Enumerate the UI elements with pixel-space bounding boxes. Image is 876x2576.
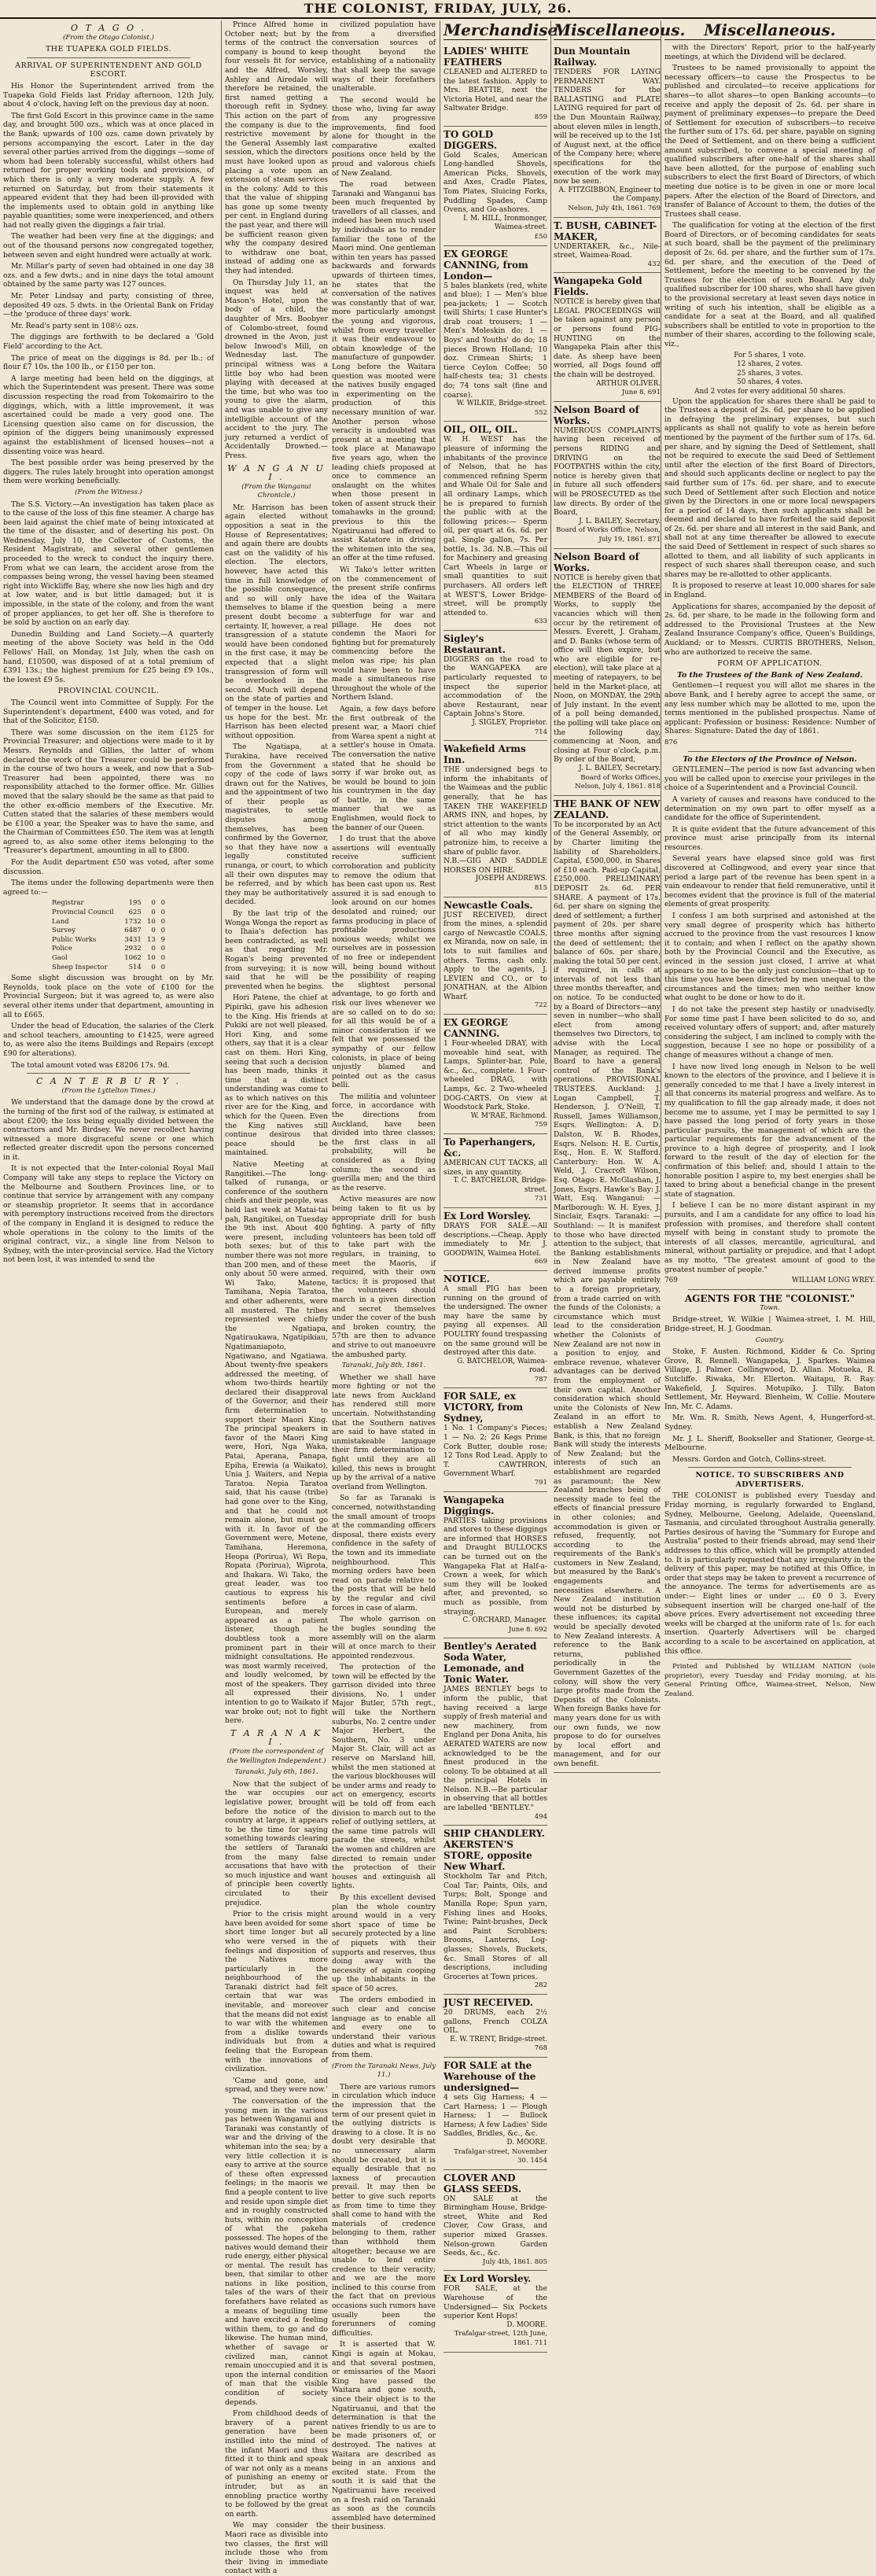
article-paragraph: The second would be those who, living far away from any progressive improvements, find food alone for thought in the comparative exalted positions once held by the proud and valorous chiefs of New Zealand. [332,95,436,178]
ad-signature: C. ORCHARD, Manager. [462,1616,547,1625]
ad-number: 876 [664,738,678,746]
divider [688,1659,852,1660]
ad-heading: CLOVER AND GLASS SEEDS. [444,2172,522,2195]
advertisement [444,1015,547,1134]
ad-heading: EX GEORGE CANNING, from London— [444,248,528,282]
ad-heading: TO GOLD DIGGERS. [444,128,498,151]
agents-title: AGENTS FOR THE "COLONIST." [684,1292,856,1304]
columns [3,20,875,2576]
table-row: Police 2932 0 0 [52,945,165,953]
ad-signature: J. SIGLEY, Proprietor. [472,719,547,728]
article-paragraph: The militia and volunteer force, in accordance with the directions from Auckland, have been divided into three classes; the first class in all probability, will be considered as a flying column; the second as guerilla men; and the third as the reserve. [332,1092,436,1192]
article-paragraph: Whether we shall have more fighting or not the late news from Auckland has rendered still more uncertain. Notwithstanding that the Southern natives are said to have stated in unmistakeable language their firm determination to fight until they are all killed, this news is brought up by the arrival of a native overland from Wellington. [332,1373,436,1491]
ad-heading: Nelson Board of Works. [554,551,639,573]
ad-heading: THE BANK OF NEW ZEALAND. [554,798,661,820]
article-paragraph: Under the head of Education, the salaries of the Clerk and school teachers, amounting to £1425, were agreed to, as were also the items Buildings and Repairs (except £90 for alterations). [3,1022,214,1058]
ad-body: JAMES BENTLEY begs to inform the public, that having received a large supply of fresh material and new machinery, from England per Dona Anita, his AERATED WATERS are now acknowledged to be the finest produced in the colony. To be obtained at all the principal Hotels in Nelson. N.B.—Be particular in observing that all bottles are labelled "BENTLEY." [444,1685,547,1813]
ad-extra: N.B.—GIG AND SADDLE HORSES ON HIRE. [444,857,547,875]
ad-heading: FOR SALE at the Warehouse of the undersigned— [444,2059,536,2093]
ad-heading: FOR SALE, ex VICTORY, from Sydney, [444,1391,524,1424]
imprint: Printed and Published by WILLIAM NATION (sole proprietor), every Tuesday and Friday morning, at his General Printing Office, Waimea-street, Nelson, New Zealand. [664,1663,875,1698]
ad-body: 20 DRUMS, each 2½ gallons, French COLZA OIL. [444,2007,547,2036]
article-paragraph: Native Meeting at Rangitikei.—The long-talked of runanga, or conference of the southern chiefs and their people, was held last week at Matai-tai pah, Rangitikei, on Tuesday the 9th inst. About 400 were present, including both sexes; but of this number there was not more than 200 men, and of these only about 50 were armed. Wi Tako, Matene, Tamihana, Nepia Taratoa, and other adherents, were all mustered. The tribes represented were chiefly the Ngatiapa, Ngatiraukawa, Ngatipikiau, Ngatimaniapoto, Ngatiwano, and Ngatiawa. About twenty-five speakers addressed the meeting, of whom two-thirds heartily declared their disapproval of the Governor, and their firm determination to support their Maori King. The principal speakers in favor of the Maori King were, Hori, Nga Waka, Patai, Aperana, Panapa, Epiha, Erewia (a Waikato), Unia J. Waiters, and Nepia Taratoa. Nepia Taratoa said, that his cause (tribe) had gone over to the King, and that he could not remain alone, but must go with it. In favor of the Government were, Metene, Tamihana, Heremona, Heopa (Porirua), Wi Repa, Ropata (Porirua), Wiprota, and Ihakara. Wi Tako, the great leader, was too cautious to express his sentiments before a European, and merely appeared as a patient listener, though he doubtless took a more prominent part in their midnight consultations. He was most warmly received, and loudly welcomed, by most of the speakers. They all expressed their intention to go to Waikato if war broke out; not to fight here. [225,1160,328,1726]
article-paragraph: The Ngatiapa, at Turakina, have received from the Government a copy of the code of laws drawn out for the Natives, and the appointment of two of their people as magistrates, to settle disputes among themselves, has been confirmed by the Governor, so that they have now a legally constituted runanga, or court, to which all their own disputes may be referred, and by which they may be authoritatively decided. [225,743,328,907]
column-4 [661,20,875,1698]
ad-signature: W. WILKIE, Bridge-street. [456,400,547,408]
article-paragraph: Wi Tako's letter written on the commencement of the present strife confirms the idea of the Waitara question being a mere subterfuge for war and pillage. He does not condemn the Maori for fighting but for prematurely commencing before the melon was ripe; his plan would have been to have made a simultaneous rise throughout the whole of the Northern Island. [332,566,436,702]
article-paragraph: It is proposed to reserve at least 10,000 shares for sale in England. [664,581,875,600]
form-subtitle: To the Trustees of the Bank of New Zealand. [676,670,863,680]
agents-sydney: Mr. Wm. R. Smith, News Agent, 4, Hungerford-st. Sydney. [664,1413,875,1432]
provincial-title: PROVINCIAL COUNCIL. [57,687,160,696]
ad-number: 432 [647,260,661,268]
ad-heading: Bentley's Aerated Soda Water, Lemonade, and Tonic Water. [444,1641,537,1686]
ad-body: ON SALE at the Birmingham House, Bridge-street, White and Red Clover, Cow Grass, and superior mixed Grasses. Nelson-grown Garden Seeds, &c., &c. [444,2194,547,2258]
votes-scale [664,352,875,397]
ad-heading: OIL, OIL, OIL. [444,424,518,436]
ad-list [554,43,661,1773]
ad-number: 494 [534,1812,547,1821]
otago-source: (From the Otago Colonist.) [63,33,154,42]
divider [688,1467,852,1468]
column-2-right [332,20,436,2532]
ad-number: 731 [534,1195,547,1203]
advertisement [444,1208,547,1271]
ad-body: PARTIES taking provisions and stores to these diggings are informed that HORSES and Draught BULLOCKS can be turned out on the Wangapeka Flat at Half-a-Crown a week, for which sum they will be looked after, and prevented, so much as possible, from straying. [444,1516,547,1616]
article-paragraph: There are various rumors in circulation which induce the impression that the term of our present quiet in the outlying districts is drawing to a close. It is no doubt very desirable that no unnecessary alarm should be created, but it is equally desirable that no laxness of precaution prevail. It may then be better to give such reports as from time to time they shall come to hand with the materials of credence belonging to them, rather than withhold them altogether; because we are unable to lend entire credence to their veracity; and we are the more inclined to this course from the fact that on previous occasions such rumors have usually been the forerunners of coming difficulties. [332,2082,436,2338]
ad-body: DIGGERS on the road to the WANGAPEKA are particularly requested to inspect the superior accommodation of the above Restaurant, near Captain Johns's Store. [444,654,547,719]
witness-source: (From the Witness.) [75,488,142,496]
ad-signature: D. MOORE. [506,2138,547,2147]
article-paragraph: The orders embodied in such clear and concise language as to enable all and every one to understand their various duties and what is required from them. [332,1996,436,2060]
canterbury-source: (From the Lyttelton Times.) [61,1086,156,1095]
article-paragraph: Mr. Millar's party of seven had obtained in one day 38 ozs. and a few dwts.; and in nine days the total amount obtained by the same party was 127 ounces. [3,262,214,289]
form-body: Gentlemen—I request you will allot me shares in the above Bank, and I hereby agree to accept the same, or any less number which may be allotted to me, upon the terms mentioned in the published prospectus. Name of applicant: Profession or business: Residence: Number of Shares: Signature: Dated the day of 1861. [664,681,875,736]
divider [27,57,190,58]
arrival-title: ARRIVAL OF SUPERINTENDENT AND GOLD ESCORT. [15,61,202,79]
article-paragraph: The conversation of the young men in the various pas between Wanganui and Taranaki was constantly of war and the driving of the whiteman into the sea; by a very little collection it is easy to arrive at the source of these often expressed feelings; in the maoris we find a people content to live and reside upon simple diet and in roughly constructed huts, within no conception of what the pakeha possessed. The hopes of the natives would demand their rude energy, either physical or mental. The result has been, that similar to other nations in like position, tales of the wars of their forefathers have related as a means of beguiling time and have excited a feeling within them, to go and do likewise. The human mind, whether of savage or civilized man, cannot remain unoccupied and it is upon the internal condition of man that the visible condition of society depends. [225,2097,328,2407]
ad-number: Trafalgar-street, 12th June, 1861. 711 [454,2330,547,2347]
column-2 [221,20,436,2576]
article-paragraph: The whole garrison on the bugles sounding the assembly will on the alarm will at once march to their appointed rendezvous. [332,1615,436,1660]
table-row: Provincial Council 625 0 0 [52,908,165,917]
article-paragraph: It is asserted that W. Kingi is again at Mokau, and that several postmen, or emissaries of the Maori King have passed the Waitara and gone south, since their object is to the Ngatiruanui, and that the determination is that the natives friendly to us are to be made prisoners of, or destroyed. The natives at Waitara are described as being in an anxious and excited state. From the south it is said that the Ngatiruanui have received on a fresh raid on Taranaki as soon as the councils assembled have determined their business. [332,2340,436,2532]
ad-signature: G. BATCHELOR, Waimea-road. [457,1357,547,1375]
agents-country: Stoke, F. Austen. Richmond, Kidder & Co. Spring Grove, R. Rennell. Wangapeka, J. Sparkes. Waimea Village, J. Palmer. Collingwood, D. Allan. Motueka, R. Sutcliffe. Riwaka, Mr. Ellerton. Waitapu, R. Ray. Wakefield, J. Squires. Motupiko, J. Tilly. Baton Settlement, Mr. Heyward. Blenheim, W. Collie. Moutere Inn, Mr. C. Adams. [664,1347,875,1411]
article-paragraph: Applications for shares, accompanied by the deposit of 2s. 6d. per share, to be made in the following form and addressed to the Provisional Trustees at the New Zealand Insurance Company's office, Queen's Buildings, Auckland; or to Messrs. CURTIS BROTHERS, Nelson, who are authorized to receive the same. [664,602,875,657]
column-2-left [225,20,328,2576]
table-row: Land 1732 10 0 [52,917,165,926]
advertisement [444,246,547,422]
article-paragraph: Trustees to be named provisionally to appoint the necessary officers—to cause the Prospectus to be published and circulated—to receive applications for shares—to allot shares—to open Banking accounts—to receive and apply the deposit of 2s. 6d. per share in payment of preliminary expenses—to prepare the Deed of Settlement for execution of subscribers—to receive the further sum of 17s. 6d. per share, payable on signing the Deed of Settlement, and on there being a sufficient amount subscribed, to convene a special meeting of qualified subscribers after one-half of the shares shall have been allotted, for the purpose of enabling such subscribers to elect the first Board of Directors, of which meeting due notice is to be given in one or more local papers. After the election of the Board of Directors, and transfer of Balance of Account to them, the duties of the Trustees shall cease. [664,64,875,219]
ad-body: 4 sets Gig Harness; 4 — Cart Harness; 1 — Plough Harness; 1 — Bullock Harness; A few Ladies' Side Saddles, Bridles, &c., &c. [444,2092,547,2139]
divider [688,1289,852,1290]
article-paragraph: The S.S. Victory.—An investigation has taken place as to the cause of the loss of this fine steamer. A charge has been laid against the chief mate of being intoxicated at the time of the disaster, and of deserting his post. On Wednesday, July 10, the Collector of Customs, the Resident Magistrate, and several other gentlemen proceeded to the wreck to conduct the inquiry there. From what we can learn, the accident arose from the compasses being wrong, the vessel having been steamed right into Wickliffe Bay, where she now lies high and dry at low water, and is but little damaged; but it is impossible, in the state of the colony, and from the want of proper appliances, to get her off. She is therefore to be sold by auction on an early day. [3,499,214,628]
wanganui-source: (From the Wanganui Chronicle.) [241,482,311,500]
signature: WILLIAM LONG WREY. [792,1277,875,1285]
list-item: 50 shares, 4 votes. [737,378,803,387]
table-row: Registrar 195 0 0 [52,899,165,908]
ad-body: FOR SALE, at the Warehouse of the Undersigned— Six Pockets superior Kent Hops! [444,2284,547,2321]
taranaki-news-source: (From the Taranaki News, July 11.) [332,2062,436,2080]
ad-heading: Sigley's Restaurant. [444,632,506,655]
advertisement [444,2271,547,2352]
ad-heading: NOTICE. [444,1273,490,1284]
article-paragraph: I believe I can be no more distant aspirant in my pursuits, and I am a candidate for any office to load his profession with promises, and therefore shall content myself with being in constant study to promote the interests of all classes, mercantile, agricultural, and mineral, without partiality or prejudice, and that I adopt as my motto, "The greatest amount of good to the greatest number of people." [664,1201,875,1274]
ad-body: Gold Scales, American Long-handled Shovels, American Picks, Shovels, and Axes, Cradle Plates, Tom Plates, Sluicing Forks, Puddling Spades, Camp Ovens, and Go-ashores. [444,150,547,215]
advertisement [444,2170,547,2272]
article-paragraph: I confess I am both surprised and astonished at the very small degree of prosperity which has hitherto accrued to the province from the vast resources I know it to contain; and when I reflect on the apathy shown both by the Provincial Council and the Executive, as evinced in the session just closed, I arrive at what appears to me to be the only just conclusion—that up to this time you have been directed by men unequal to the circumstances and the times; men who neither know what ought to be done or how to do it. [664,912,875,1003]
article-paragraph: The items under the following departments were then agreed to:— [3,879,214,897]
canterbury-title: C A N T E R B U R Y . [36,1076,181,1087]
ad-signature: I. M. HILL, Ironmonger, Waimea-street. [463,214,547,232]
ad-number: 768 [534,2044,547,2053]
ad-number: 815 [534,883,547,892]
list-item: 12 shares, 2 votes. [737,360,803,369]
article-paragraph: I have now lived long enough in Nelson to be well known to the electors of the province, and I believe it is generally conceded to me that I have a lively interest in all that concerns its material progress and welfare. As to my qualification to fill the gap already made, it does not become me to assume, yet I may be permitted to say I have passed the long period of forty years in those particular pursuits, the management of which are the particular requirements for the advancement of the province to a high degree of prosperity, and I look forward to the result of the day of election for the confirmation of this belief; and, should I attain to the honorable position I aspire to, my best energies shall be taxed to bring about a beneficial change in the present state of stagnation. [664,1062,875,1199]
article-paragraph: Again, a few days before the first outbreak of the present war, a Maori chief from Warea spent a night at a settler's house in Omata. The conversation the native stated that he should be sorry if war broke out, as he would be bound to join his countrymen in the day of battle, in the same manner that we as Englishmen, would flock to the banner of our Queen. [332,704,436,832]
ad-number: 791 [534,1479,547,1487]
article-paragraph: We understand that the damage done by the crowd at the turning of the first sod of the railway, is estimated at about £200; the loss being equally divided between the contractors and Mr. Birdsey. We never recollect having witnessed a more disgraceful scene or one which reflected greater discredit upon the persons concerned in it. [3,1098,214,1162]
advertisement [444,1492,547,1639]
divider [688,751,852,752]
table-row: Survey 6487 0 0 [52,927,165,935]
column-1 [3,20,214,1265]
ad-body: JUST RECEIVED, direct from the mines, a splendid cargo of Newcastle COALS, ex Miranda, now on sale, in lots to suit families and others. Terms, cash only. Apply to the agents, J. LEVIEN and CO., or to JONATHAN, at the Albion Wharf. [444,910,547,1001]
divider [27,1073,190,1074]
article-paragraph: The road between Taranaki and Wanganui has been much frequented by travellers of all classes, and indeed has been much used by individuals as to render familiar the tone of the Maori mind. One gentleman within ten years has passed backwards and forwards upwards of thirteen times, he states that the conversation of the natives was constantly that of war, more particularly amongst the young and vigorous, whilst from every traveller it was their endeavour to obtain knowledge of the manufacture of gunpowder. Long before the Waitara question was mooted were the natives busily engaged in experimenting on the production of this necessary munition of war. Another person whose veracity is undoubted was present at a meeting that took place at Manawapo five years ago, when the leading chiefs proposed at once to commence an onslaught on the whites when those present in token of assent struck their tomahawks in the ground; previous to this the Ngatiruanui had offered to assist Katatore in driving the whitemen into the sea, an offer at the time refused. [332,180,436,563]
ad-heading: Ex Lord Worsley. [444,2273,532,2285]
agents-town: Bridge-street, W. Wilkie | Waimea-street, I. M. Hill, Bridge-street, H. J. Goodman. [664,1315,875,1333]
advertisement [554,218,661,274]
advertisement [444,631,547,741]
article-paragraph: From childhood deeds of bravery of a parent generation have been instilled into the mind of the infant Maori and thus fitted it to think and speak of war not only as a means of punishing an enemy or intruder, but as an ennobling practice worthy to be followed by the great on earth. [225,2409,328,2519]
ad-heading: Wakefield Arms Inn. [444,743,526,766]
tuapeka-title: THE TUAPEKA GOLD FIELDS. [45,45,172,54]
article-paragraph: By this excellent devised plan the whole country around would in a very short space of time be securely protected by a line of piquets with their supports and reserves, thus doing away with the necessity of again cooping up the inhabitants in the space of 50 acres. [332,1892,436,1993]
advertisement [554,796,661,1773]
advertisement [444,897,547,1015]
ad-list [444,43,547,2353]
ad-number: Board of Works Office, Nelson, July 19, 1861. 871 [556,526,661,544]
article-paragraph: The best possible order was being preserved by the diggers. The rules lately brought into operation amongst them were working beneficially. [3,459,214,486]
ad-body: W. H. WEST has the pleasure of informing the inhabitants of the province of Nelson, that he has commenced refining Sperm and Whale Oil for Sale and all ordinary Lamps, which he is prepared to furnish the public with at the following prices:— Sperm oil, per quart at 6s. 6d. per gal. Single gallon, 7s. Per bottle, 1s. 3d. N.B.—This oil for Machinery and greasing Cart Wheels in large or small quantities to suit purchasers. All orders left at WEST'S, Lower Bridge-street, will be promptly attended to. [444,435,547,617]
article-paragraph: 'Came and gone, and spread, and they were now.' [225,2076,328,2095]
ad-signature: W. M'RAE, Richmond. [470,1111,547,1120]
article-paragraph: The price of meat on the diggings is 8d. per lb.; of flour £7 10s. the 100 lb., or £150 per ton. [3,353,214,372]
merchandise-column [444,20,564,2347]
article-paragraph: The first Gold Escort in this province came in the same day, and brought 500 ozs., which was at once placed in the Bank; upwards of 100 ozs. came down privately by persons accompanying the escort. Later in the day several other parties arrived from the diggings —some of whom had been tolerably successful, whilst others had returned for proper working tools and provisions, of which there is only a very moderate supply. A few returned on Saturday, but from their statements it appeared evident that they had been ill-provided with the implements used to obtain gold in anything like payable quantities; some were inexperienced, and others had not really given the diggings a fair trial. [3,111,214,230]
ad-heading: JUST RECEIVED. [444,1996,533,2008]
agents-country-label: Country. [755,1336,785,1344]
ad-number: 633 [534,617,547,626]
ad-body: NOTICE is hereby given that LEGAL PROCEEDINGS will be taken against any person or persons found PIG-HUNTING on the Wangapeka Plain after this date. As sheep have been worried, all Dogs found off the chain will be destroyed. [554,297,661,380]
ad-heading: Wangapeka Diggings. [444,1494,505,1516]
ad-body: CLEANED and ALTERED to the latest fashion. Apply to Mrs. BEATTIE, next the Victoria Hotel, and near the Saltwater Bridge. [444,68,547,113]
taranaki-date-2: Taranaki, July 8th, 1861. [341,1362,426,1370]
article-paragraph: Mr. Peter Lindsay and party, consisting of three, deposited 49 ozs. 5 dwts. in the Oriental Bank on Friday—the 'produce of three days' work. [3,292,214,319]
ad-number: Board of Works Offices, Nelson, July 4, 1861. 818 [575,773,661,791]
ad-number: Trafalgar-street, November 30. 1454 [454,2147,547,2165]
ad-heading: Newcastle Coals. [444,899,533,911]
article-paragraph: A large meeting had been held on the diggings, at which the Superintendent was present. There was some discussion respecting the road from Tokomairiro to the diggings, which, with a little improvement, it was ascertained could be made a very good one. The Licensing question also came on for discussion, the opinion of the diggers being unanimously expressed against the establishment of licensed houses—not a dissenting voice was heard. [3,374,214,456]
ad-body: To be incorporated by an Act of the General Assembly, or by Charter limiting the liability of Shareholders. Capital, £500,000, in Shares of £10 each. Paid-up Capital, £250,000. PRELIMINARY DEPOSIT 2s. 6d. PER SHARE. A payment of 17s. 6d. per share on signing the deed of settlement; a further payment of 20s. per share three months after signing the deed of settlement; the balance of 60s. per share, making the total 50 per cent. if required, in calls at intervals of not less than three months thereafter, and on notice. To be conducted by a Board of Directors—any seven in number—who shall elect from among themselves two Directors, to advise with the Local Manager, as required. The Board to have a general control of the Bank's operations. PROVISIONAL TRUSTEES. Auckland: J. Logan Campbell, T. Henderson, J. O'Neill, T. Russell, James Williamson, Esqrs. Wellington: A. D. Dalston, W. B. Rhodes, Esqrs. Nelson: H. E. Curtis, Esq., Hon. E. W. Stafford. Canterbury: Hon. W. A. Weld, J. Cracroft Wilson, Esq. Otago: E. McGlashan, J. Jones, Esqrs. Hawke's Bay: J. Watt, Esq. Wanganui: — Marlborough: W. H. Eyes, J. Sinclair, Esqrs. Taranaki: — Southland: — It is manifest to those who have directed attention to the subject, that the Banking establishments in New Zealand have derived immense profits which are payable entirely to a foreign proprietary, from a trade carried on with the funds of the Colonists; a circumstance which must lead to the consideration whether the Colonists of New Zealand are not now in a position to enjoy, and embrace revenue, whatever advantages can be derived from the employment of their own capital. Another consideration which should unite the Colonists of New Zealand in an effort to establish a New Zealand Bank, is this, that no foreign Bank will study the interests of New Zealand; but the interests of such an establishment are regarded as paramount; the New Zealand branches being of necessity made to feel the effects of financial pressure in other colonies; and accommodation is given or refused, frequently, not according to the requirements of the Bank's customers in New Zealand, but measured by the Bank's engagements and necessities elsewhere. A New Zealand institution would not be disturbed by these influences; its capital would be specially devoted to New Zealand interests. A reference to the Bank returns, published periodically in the Government Gazettes of the colony, will show the very large profits made from the Deposits of the Colonists. When foreign Banks have for many years done for us with our own funds, we now propose to do for ourselves by local effort and management, and for our own benefit. [554,820,661,1768]
advertisement [444,1271,547,1389]
list-item: And 2 votes for every additional 50 shares. [694,387,845,396]
article-paragraph: Some slight discussion was brought on by Mr. Reynolds, took place on the vote of £100 for the Provincial Surgeon; but it was agreed to, as were also several other items under that department, amounting in all to £665. [3,974,214,1019]
ad-body: NUMEROUS COMPLAINTS having been received of persons RIDING and DRIVING on the FOOTPATHS within the city, notice is hereby given that in future all such offenders will be PROSECUTED as the law directs. By order of the Board, [554,426,661,518]
table-row: Sheep Inspector 514 0 0 [52,963,165,971]
ad-heading: To Paperhangers, &c. [444,1137,536,1159]
article-paragraph: The total amount voted was £8206 17s. 9d. [11,1060,170,1070]
advertisement [444,1995,547,2058]
ad-heading: Wangapeka Gold Fields. [554,275,642,298]
ad-number: 552 [534,408,547,417]
article-paragraph: civilized population have from a diversified conversation sources of thought beyond the establishing of a nationality that shall keep the savage ways of their forefathers unalterable. [332,20,436,94]
advertisement [444,741,547,897]
article-paragraph: with the Directors' Report, prior to the half-yearly meetings, at which the Dividend will be declared. [664,43,875,61]
article-paragraph: The protection of the town will be effected by the garrison divided into three divisions, No. 1 under Major Butler, 57th regt., will take the Northern suburbs, No. 2 centre under Major Herbert, the Southern, No. 3 under Major St. Clair, will act as reserve on Marsland hill, whilst the men stationed at the various blockhouses will be under arms and ready to act on emergency, escorts will be told off from each division to march out to the relief of outlying settlers, at the same time patrols will parade the streets, whilst the women and children are directed to remain under the protection of their houses and extinguish all lights. [332,1663,436,1891]
taranaki-date: Taranaki, July 6th, 1861. [234,1768,318,1777]
ad-body: 1 Four-wheeled DRAY, with moveable hind seat, with Lamps, Splinter-bar, Pole, &c., &c., complete. 1 Four-wheeled DRAG, with Lamps, &c. 2 Two-wheeled DOG-CARTS. On view at Woodstock Park, Stoke. [444,1039,547,1112]
advertisement [444,127,547,246]
miscellaneous-heading-2: Miscellaneous. [664,20,875,40]
merchandise-heading: Merchandise. [444,20,564,39]
supply-table [50,899,167,972]
article-paragraph: Mr. Read's party sent in 108½ ozs. [11,321,138,330]
article-paragraph: On Thursday July 11, an inquest was held at Mason's Hotel, upon the body of a child, the daughter of Mrs. Boobyer of Colombo-street, found drowned in the Avon, just below Inwood's Mill, on Wednesday last. The principal witness was a little boy who had been playing with deceased at the time, but who was too young to give the alarm, and was unable to give any intelligible account of the accident to the jury. The jury returned a verdict of Accidentally Drowned.—Press. [225,278,328,460]
ad-heading: EX GEORGE CANNING. [444,1017,508,1040]
article-paragraph: I do trust that the above assertions will eventually receive sufficient corroboration and publicity to remove the odium that has been cast upon us. Rest assured it is sad enough to look around on our homes desolated and ruined; our farms producing in place of profitable productions noxious weeds; whilst we ourselves are in possession of no free or independent will, being bound without the possibility of reaping the slightest personal advantage, to go forth and risk our lives whenever we are so called on to do so; for all this would be of a minor consideration if we felt that we possessed the sympathy of our fellow colonists, in place of being unjustly blamed and pointed out as the casus belli. [332,835,436,1090]
list-item: For 5 shares, 1 vote. [734,351,806,359]
electors-footer [664,1277,875,1286]
advertisement [554,273,661,402]
ad-body: THE undersigned begs to inform the inhabitants of the Waimeas and the public generally, that he has TAKEN THE WAKEFIELD ARMS INN, and hopes, by strict attention to the wants of all who may kindly patronize him, to receive a share of public favor. [444,765,547,857]
masthead: THE COLONIST, FRIDAY, JULY, 26. [0,0,876,19]
article-paragraph: A variety of causes and reasons have conduced to the determination on my own part to offer myself as a candidate for the office of Superintendent. [664,794,875,823]
taranaki-source: (From the correspondent of the Wellington Independent.) [226,1748,326,1765]
ad-number: 787 [534,1375,547,1384]
article-paragraph: The Council went into Committee of Supply. For the Superintendent's department, £400 was voted, and for that of the Solicitor, £150. [3,698,214,726]
article-paragraph: There was some discussion on the item £125 for Provincial Treasurer; and objections were made to it by Messrs. Reynolds and Gillies, the latter of whom declared the work of the Treasurer could be performed in the course of two hours a week, and now that a Sub-Treasurer had been appointed, there was no responsibility attached to the former office. Mr. Gillies moved that the salary should be the same as that paid to the other ex-officio members of the Executive. Mr. Cutten stated that the salaries of these members would be £100 a year, the Speaker was to have the same, and the Chairman of Committees £50. The item was at length agreed to, as also some other items belonging to the 'Treasurer's department, amounting in all to £800. [3,728,214,856]
article-paragraph: I do not take the present step hastily or unadvisedly. For some time past I have been solicited to do so, and received voluntary offers of support; and, after maturely considering the subject, I am inclined to comply with the suggestion, because I see no hope or possibility of a change of measures without a change of men. [664,1004,875,1060]
ad-heading: Nelson Board of Works. [554,404,639,426]
ad-heading: Dun Mountain Railway. [554,46,631,68]
article-paragraph: The weather had been very fine at the diggings; and out of the thousand persons now congregated together, between seven and eight hundred were actually at work. [3,232,214,260]
agents-town-label: Town. [760,1303,780,1312]
article-paragraph: Prior to the crisis might have been avoided for some short time longer but all who were versed in the feelings and disposition of the Natives more particularly in the neighbourhood of the Taranaki district had felt certain that war was inevitable, and moreover that the means did not exist to war with the whitemen from a dislike towards individuals but from a feeling that the European with the innovations of civilization. [225,1910,328,2074]
ad-signature: D. MOORE. [506,2320,547,2329]
ad-number: 759 [534,1121,547,1130]
ad-number: 669 [534,1258,547,1266]
table-row: Public Works 3431 13 9 [52,935,165,944]
ad-body: UNDERTAKER, &c., Nile-street, Waimea-Road. [554,241,661,260]
article-paragraph: Hori Patene, the chief at Pipiriki, gave his adhesion to the King. His friends at Pukiki are not well pleased. Hori King, and some others, say that it is a clear cast on them. Hori King, seeing that such a decision has been made, thinks it time that a distinct understanding was come to as to which natives on this river are for the King, and which for the Queen. Even the King natives still continue desirous that peace should be maintained. [225,993,328,1158]
article-paragraph: It is not expected that the Inter-colonial Royal Mail Company will take any steps to replace the Victory on the Melbourne and Southern Provinces line, or to continue that service by arrangement with any company or steamship proprietor. It seems that in accordance with peremptory instructions received from the directors of the company in England it is designed to reduce the whole operations in the colony to the limits of the original contract, viz., a single line from Nelson to Sydney, with the inter-provincial service. Had the Victory not been lost, it was intended to send the [3,1164,214,1265]
ad-signature: ARTHUR OLIVER. [596,379,661,388]
notice-title: NOTICE. TO SUBSCRIBERS AND ADVERTISERS. [695,1471,845,1489]
article-paragraph: Several years have elapsed since gold was first discovered at Collingwood, and every year since that period a large part of the revenue has been spent in a vain endeavour to render that field remunerative, until it becomes evident that the province is full of the material elements of great prosperity. [664,854,875,909]
agents-melbourne: Mr. J. L. Sheriff, Bookseller and Stationer, George-st. Melbourne. [664,1434,875,1453]
advertisement [444,43,547,127]
otago-title: O T A G O . [70,23,147,33]
advertisement [444,1638,547,1826]
ad-heading: SHIP CHANDLERY. AKERSTEN'S STORE, opposite New Wharf. [444,1828,545,1873]
ad-signature: T. C. BATCHELOR, Bridge-street. [453,1177,547,1194]
advertisement [444,2058,547,2170]
article-paragraph: The qualification for voting at the election of the first Board of Directors, or of becoming candidates for seats at such board, shall be the payment of the preliminary deposit of 2s. 6d. per share, and the further sum of 17s. 6d. per share, and the execution of the Deed of Settlement, before the meeting to be convened by the Trustees for the election of such Board. Any duly qualified subscriber for 100 shares, who shall have given to the provisional secretary at least seven days notice in writing of such his intention, shall be eligible as a candidate for a seat at the Board, and all qualified subscribers shall be entitled to vote in proportion to the number of their shares, according to the following scale, viz., [664,221,875,348]
article-paragraph: GENTLEMEN—The period is now fast advancing when you will be called upon to exercise your privileges in the choice of a Superintendent and a Provincial Council. [664,765,875,793]
article-paragraph: The diggings are forthwith to be declared a 'Gold Field' according to the Act. [3,333,214,351]
ad-body: A small PIG has been running on the ground of the undersigned. The owner may have the same by paying all expenses. All POULTRY found trespassing on the same ground will be destroyed after this date. [444,1284,547,1358]
article-paragraph: Prince Alfred home in October next; but by the terms of the contract the company is bound to keep four vessels fit for service, and the Alfred, Worsley, Ashley and Airedale will therefore be retained, the first named getting a thorough refit in Sydney. This action on the part of the company is due to the restrictive movement by the General Assembly last session, which the directors must have looked upon as placing a vote upon an extension of steam services in the colony. Add to this that the value of shipping has gone up some twenty per cent. in England during the past year, and there will be sufficient reason given why the company desired to withdraw one boat, instead of adding one as they had intended. [225,20,328,276]
ad-number: 859 [534,112,547,121]
article-paragraph: Now that the subject of the war occupies our legislative power, brought before the notice of the country at large, it appears to be the time for saying something towards clearing the settlers of Taranaki from the many false accusations that have with so much injustice and want of principle been covertly circulated to their prejudice. [225,1779,328,1907]
form-title: FORM OF APPLICATION. [717,659,823,669]
advertisement [444,1826,547,1995]
miscellaneous-heading: Miscellaneous. [554,20,686,39]
ad-heading: Ex Lord Worsley. [444,1210,532,1222]
notice-body: THE COLONIST is published every Tuesday and Friday morning, is regularly forwarded to England, Sydney, Melbourne, Geelong, Adelaide, Queensland, Tasmania, and circulated throughout Australia generally. Parties desirous of having the "Summary for Europe and Australia" posted to their friends abroad, may send their addresses to this office, which will be promptly attended to. It is particularly requested that any irregularity in the delivery of this paper, may be notified at this Office, in order that steps may be taken to prevent a recurrence of the annoyance. The terms for advertisements are as under:— Eight lines or under ... £0 0 3. Every subsequent insertion will be charged one-half of the above prices. Every advertisement not exceeding three weeks will be charged at the uniform rate of 1s. for each insertion. Quarterly Advertisers will be charged according to a scale to be ascertained on application, at this office. [664,1491,875,1656]
ad-signature: J. L. BAILEY, Secretary. [579,765,661,772]
agents-melbourne-2: Messrs. Gordon and Gotch, Collins-street. [672,1454,826,1464]
ad-heading: LADIES' WHITE FEATHERS [444,46,528,68]
advertisement [444,1134,547,1208]
advertisement [444,422,547,630]
ad-number: June 8. 691 [621,389,661,397]
article-paragraph: We may consider the Maori race as divisible into two classes, the first will include those who from their living in immediate contact with a [225,2521,328,2576]
table-row: Gaol 1062 10 0 [52,954,165,962]
ad-signature: E. W. TRENT, Bridge-street. [450,2035,547,2043]
ad-number: June 8. 692 [508,1625,547,1634]
ad-body: NOTICE is hereby given that the ELECTION of THREE MEMBERS of the Board of Works, to supply the vacancies which will then occur by the retirement of Messrs. Everett, J. Graham, and D. Banks (whose term of office will then expire, but who are eligible for re-election), will take place at a meeting of ratepayers, to be held in the Market-place, at Noon, on MONDAY, the 29th of July instant. In the event of a poll being demanded, the polling will take place on the following day, commencing at Noon, and closing at Four o'clock, p.m. By order of the Board, [554,573,661,765]
ad-body: DRAYS FOR SALE.—All descriptions.—Cheap. Apply immediately to Mr. J. GOODWIN, Waimea Hotel. [444,1221,547,1258]
advertisement [554,549,661,796]
article-paragraph: Dunedin Building and Land Society.—A quarterly meeting of the above Society was held in the Odd Fellows' Hall, on Monday, 1st July, when the cash on hand, £10500, was disposed of at a total premium of £391 13s.; the highest premium for £25 being £9 10s., the lowest £9 5s. [3,629,214,684]
advertisement [444,1388,547,1491]
advertisement [554,402,661,549]
article-paragraph: For the Audit department £50 was voted, after some discussion. [3,858,214,876]
ad-body: TENDERS FOR LAYING PERMANENT WAY. TENDERS for the BALLASTING and PLATE LAYING required for part of the Dun Mountain Railway, about eleven miles in length, will be received up to the 1st of August next, at the office of the Company here; where specifications for the execution of the work may now be seen. [554,68,661,186]
ad-number: Nelson, July 4th, 1861. 769 [568,204,661,212]
article-paragraph: It is quite evident that the future advancement of this province must arise principally from its internal resources. [664,824,875,852]
article-paragraph: Mr. Harrison has been again elected without opposition a seat in the House of Representatives; and again there are doubts cast on the validity of his election. The electors, however, have acted this time in full knowledge of the possible consequence, and so will only have themselves to blame if the present doubt become a certainty. If, however, a real transgression of a statute would have been condoned in the first case, it may be expected that a slight transgression of form will be overlooked in the second. Much will depend on the state of parties and of temper in the house. Let us hope for the best. Mr. Harrison has been elected without opposition. [225,503,328,740]
ad-body: Stockholm Tar and Pitch, Coal Tar; Paints, Oils, and Turps; Bolt, Sponge and Manilla Rope; Spun yarn, Fishing lines and Hooks, Twine; Paint-brushes, Deck and Paint Scrubbers; Brooms, Lanterns, Log-glasses; Shovels, Buckets, &c. Small Stores of all descriptions, including Groceries at Town prices. [444,1872,547,1981]
article-paragraph: By the last trip of the Wonga Wonga the report as to Ihaia's defection has been contradicted, as well as that regarding Mr. Rogan's being prevented from surveying; it is now said that he will be prevented when he begins. [225,909,328,991]
ad-signature: J. L. BAILEY, Secretary. [579,517,661,525]
ad-number: 714 [534,728,547,736]
taranaki-title: T A R A N A K I . [230,1727,323,1748]
ad-signature: JOSEPH ANDREWS. [475,875,547,883]
article-paragraph: His Honor the Superintendent arrived from the Tuapeka Gold Fields last Friday afternoon, 12th July, about 4 o'clock, having left on the previous day at noon. [3,81,214,109]
ad-number: 282 [534,1981,547,1990]
ad-number: £50 [534,232,547,241]
ad-number: 722 [534,1001,547,1010]
ad-number: 769 [664,1277,678,1285]
list-item: 25 shares, 3 votes. [737,369,803,378]
article-paragraph: Upon the application for shares there shall be paid to the Trustees a deposit of 2s. 6d. per share to be applied in defraying the preliminary expenses, but such applicants as shall not qualify to vote as herein before mentioned by the payment of the further sum of 17s. 6d. per share, and by signing the Deed of Settlement, shall not be required to execute the said Deed of Settlement until after the election of the first Board of Directors, and should such applicants decline or neglect to pay the said further sum of 17s. 6d. per share, and to execute such Deed of Settlement after such Election and notice given by the Directors in one or more local newspapers for a period of 14 days, then such applicants shall be deemed and declared to have forfeited the said deposit of 2s. 6d. per share and all interest in the said Bank, and shall not at any time thereafter be allowed to execute the said Deed of Settlement in respect of such shares so allotted to them, and all liability of such applicants in respect of such shares shall thereupon cease, and such shares may be re-allotted to other applicants. [664,396,875,579]
ad-heading: T. BUSH, CABINET-MAKER, [554,219,657,242]
ad-number: July 4th, 1861. 805 [482,2257,547,2266]
advertisement [554,43,661,218]
electors-title: To the Electors of the Province of Nelson. [683,754,857,764]
ad-body: 1 No. 1 Company's Pieces; 1 — No. 2; 26 Kegs Prime Cork Butter, double rose; 12 Tons Rod Lead. Apply to T. CAWTHRON, Government Wharf. [444,1424,547,1479]
article-paragraph: So far as Taranaki is concerned, notwithstanding the small amount of troops at the commanding officers disposal, there exists every confidence in the safety of the town and its immediate neighbourhood. This morning orders have been read on parade relative to the posts that will be held by the regular and civil forces in case of alarm. [332,1494,436,1612]
article-paragraph: Active measures are now being taken to fit us by appropriate drill for bush fighting. A party of fifty volunteers has been told off to take part with the regulars, in training, to meet the Maoris, if required, with their own tactics; it is proposed that the volunteers should march in a given direction and secret themselves under the cover of the bush and broken country, the 57th are then to advance and strive to out manoeuvre the ambushed party. [332,1195,436,1359]
wanganui-title: W A N G A N U I . [227,463,326,483]
ad-signature: A. FITZGIBBON, Engineer to the Company. [558,186,661,204]
ad-body: 5 bales blankets (red, white and blue); 1 — Men's blue pea-jackets; 1 — Scotch twill Shirts; 1 case Hunter's drab coat trousers; 1 — Men's Moleskin do; 1 — Boys' and Youths' do do; 18 pieces Brown Holland; 10 doz. Crimean Shirts; 1 tierce Ceylon Coffee; 50 half-chests tea; 31 chests do; 74 tons salt (fine and coarse). [444,281,547,400]
ad-body: AMERICAN CUT TACKS, all sizes, in any quantity. [444,1159,547,1177]
